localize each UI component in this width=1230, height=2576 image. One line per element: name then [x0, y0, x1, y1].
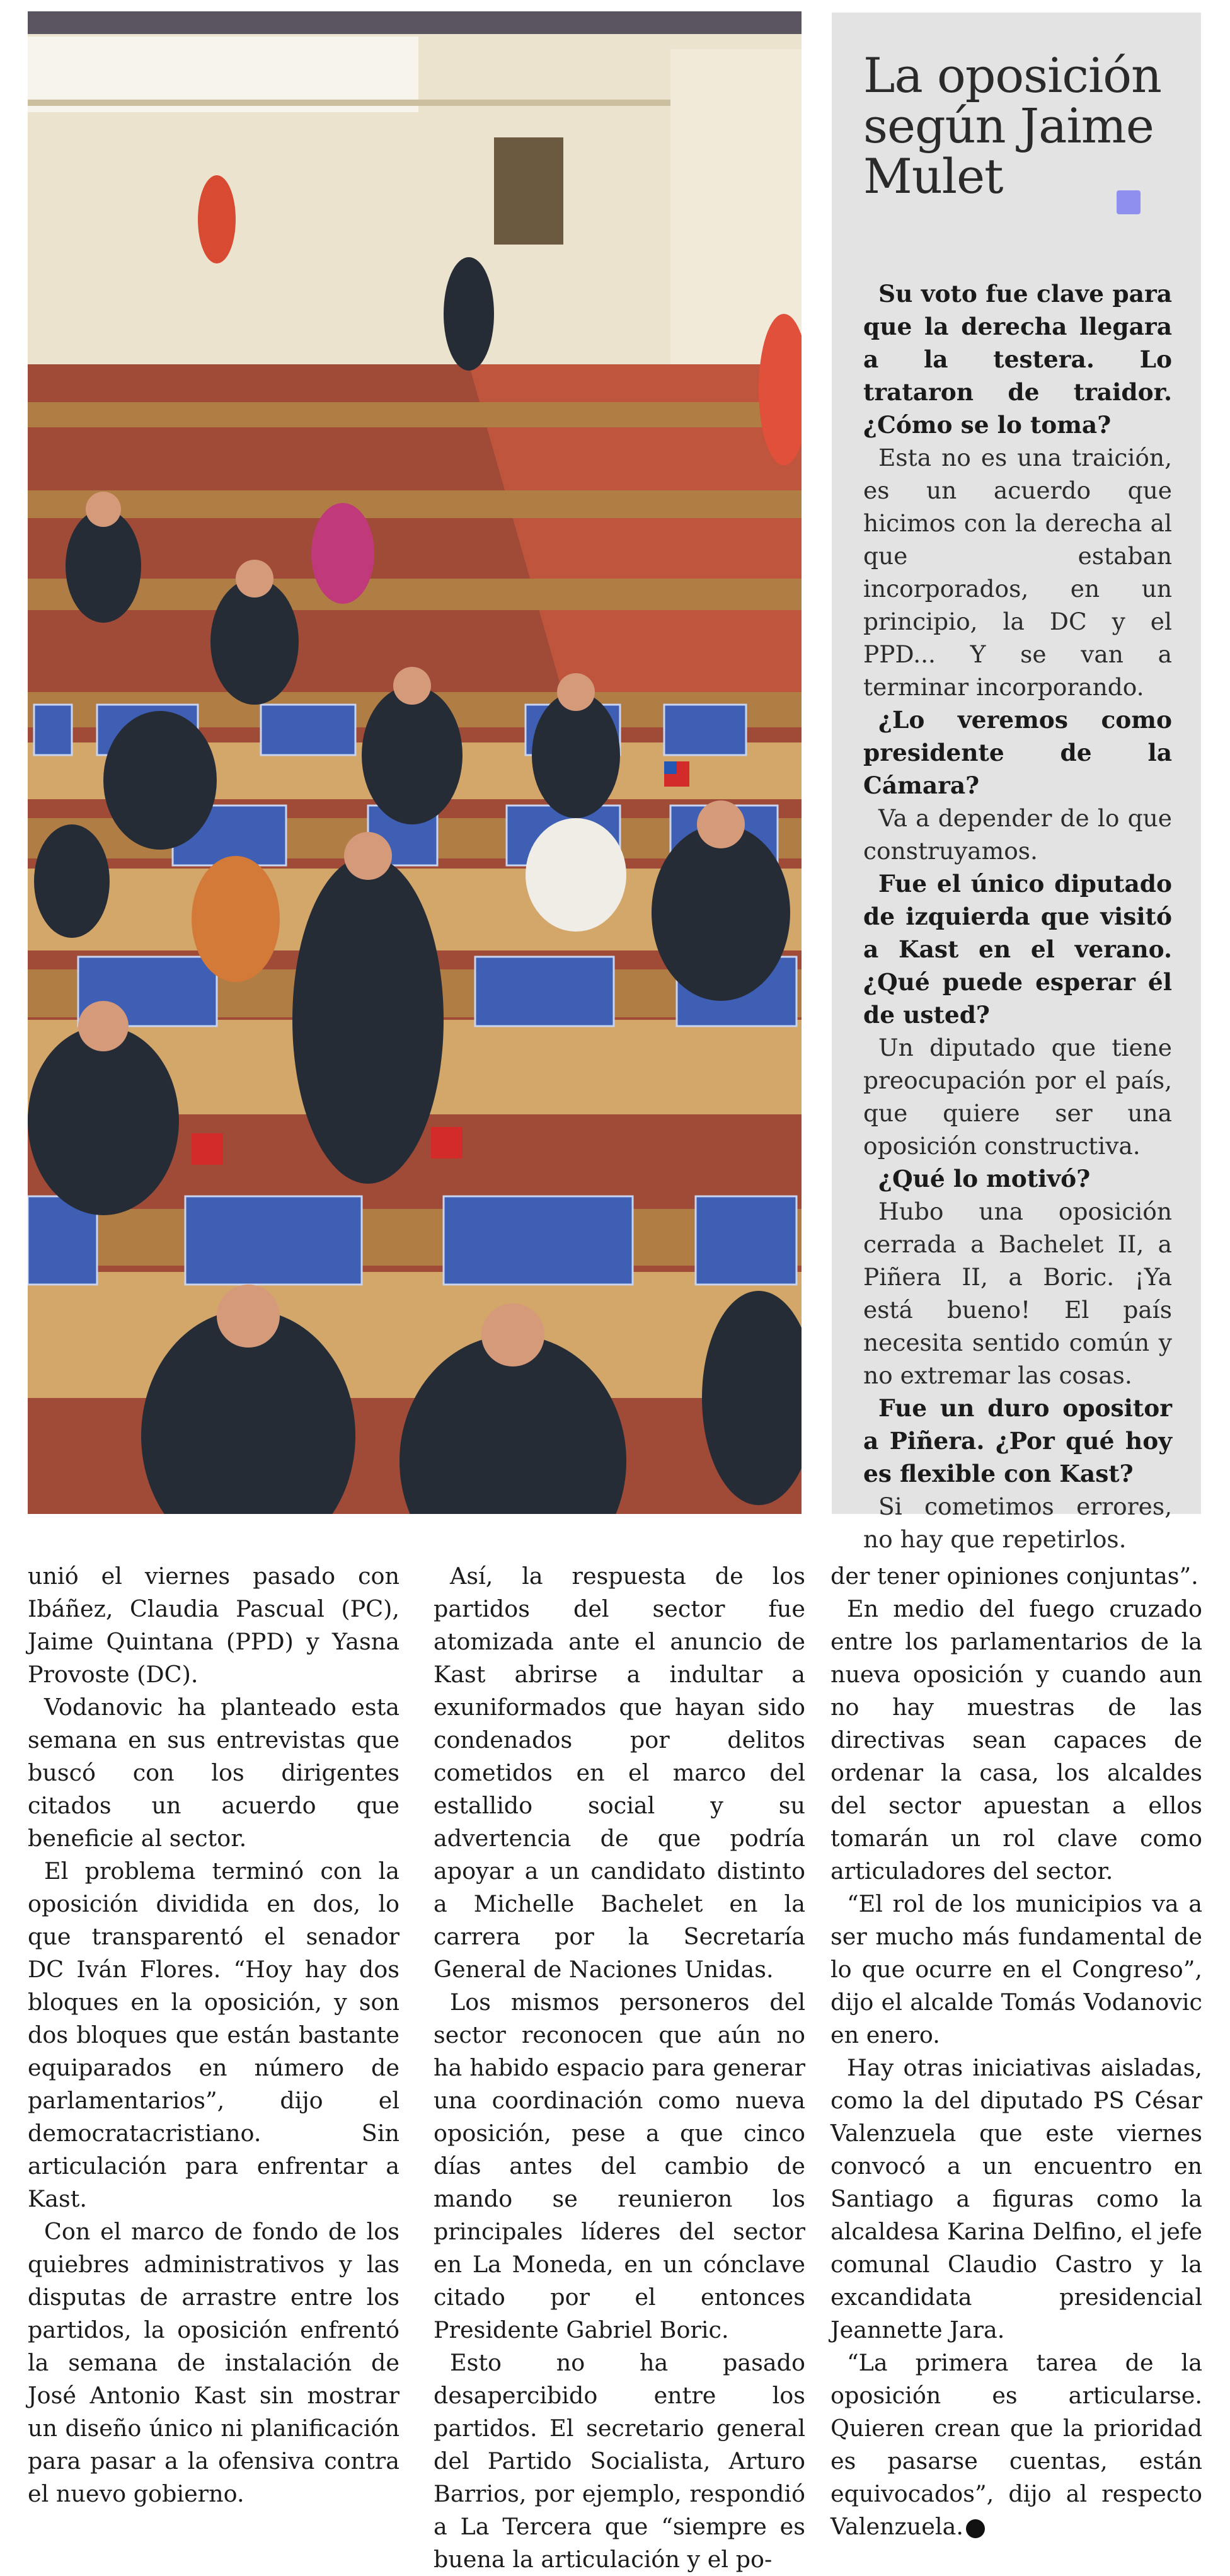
chamber-photo	[28, 11, 802, 1514]
paragraph: der tener opiniones conjuntas”.	[831, 1562, 1198, 1590]
paragraph: Los mismos personeros del sector reconocen que aún no ha habido espacio para generar una coordinación como nueva oposición, pese a que cinco días antes del cambio de mando se reunieron los principales líderes del sector en La Moneda, en un cónclave citado por el entonces Presidente Gabriel Boric.	[434, 1989, 805, 2343]
answer: Va a depender de lo que construyamos.	[863, 804, 1172, 865]
article-body	[0, 1560, 1230, 2573]
question: Fue un duro opositor a Piñera. ¿Por qué hoy es flexible con Kast?	[863, 1394, 1172, 1487]
paragraph: Esto no ha pasado desapercibido entre los partidos. El secretario general del Partido Socialista, Arturo Barrios, por ejemplo, respondió a La Tercera que “siempre es buena la articulación y el po-	[434, 2349, 805, 2573]
paragraph: Así, la respuesta de los partidos del sector fue atomizada ante el anuncio de Kast abrirse a indultar a exuniformados que hayan sido condenados por delitos cometidos en el marco del estallido social y su advertencia de que podría apoyar a un candidato distinto a Michelle Bachelet en la carrera por la Secretaría General de Naciones Unidas.	[434, 1562, 805, 1983]
end-of-article-icon	[966, 2519, 985, 2538]
paragraph-final	[831, 2347, 1202, 2543]
paragraph: Vodanovic ha planteado esta semana en sus entrevistas que buscó con los dirigentes citados un acuerdo que beneficie al sector.	[28, 1694, 399, 1852]
paragraph: Con el marco de fondo de los quiebres administrativos y las disputas de arrastre entre los partidos, la oposición enfrentó la semana de instalación de José Antonio Kast sin mostrar un diseño único ni planificación para pasar a la ofensiva contra el nuevo gobierno.	[28, 2218, 399, 2507]
paragraph: “El rol de los municipios va a ser mucho más fundamental de lo que ocurre en el Congreso”, dijo el alcalde Tomás Vodanovic en enero.	[831, 1890, 1202, 2048]
article-column-1	[28, 1560, 399, 2510]
article-column-3	[831, 1560, 1202, 2543]
final-paragraph-text: “La primera tarea de la oposición es articularse. Quieren crean que la prioridad es pasarse cuentas, están equivocados”, dijo al respecto Valenzuela.	[831, 2349, 1202, 2540]
paragraph: unió el viernes pasado con Ibáñez, Claudia Pascual (PC), Jaime Quintana (PPD) y Yasna Provoste (DC).	[28, 1562, 399, 1688]
sidebar-qa	[863, 277, 1172, 1556]
paragraph: Hay otras iniciativas aisladas, como la del diputado PS César Valenzuela que este viernes convocó a un encuentro en Santiago a figuras como la alcaldesa Karina Delfino, el jefe comunal Claudio Castro y la excandidata presidencial Jeannette Jara.	[831, 2054, 1202, 2343]
answer: Si cometimos errores, no hay que repetirlos.	[863, 1493, 1172, 1553]
comment-marker-icon	[1117, 190, 1141, 214]
question: Fue el único diputado de izquierda que visitó a Kast en el verano. ¿Qué puede esperar él de usted?	[863, 870, 1172, 1029]
answer: Hubo una oposición cerrada a Bachelet II, a Piñera II, a Boric. ¡Ya está bueno! El país necesita sentido común y no extremar las cosas.	[863, 1198, 1172, 1389]
answer: Esta no es una traición, es un acuerdo que hicimos con la derecha al que estaban incorporados, en un principio, la DC y el PPD... Y se van a terminar incorporando.	[863, 444, 1172, 701]
question: Su voto fue clave para que la derecha llegara a la testera. Lo trataron de traidor. ¿Cómo se lo toma?	[863, 280, 1172, 439]
interview-sidebar	[832, 13, 1201, 1553]
question: ¿Lo veremos como presidente de la Cámara?	[863, 706, 1172, 799]
paragraph: En medio del fuego cruzado entre los parlamentarios de la nueva oposición y cuando aun no hay muestras de las directivas sean capaces de ordenar la casa, los alcaldes del sector apuestan a ellos tomarán un rol clave como articuladores del sector.	[831, 1595, 1202, 1885]
question: ¿Qué lo motivó?	[878, 1165, 1091, 1193]
sidebar-title: La oposición según Jaime Mulet	[863, 47, 1161, 204]
parliament-chamber-illustration	[28, 11, 802, 1514]
answer: Un diputado que tiene preocupación por el país, que quiere ser una oposición constructiva.	[863, 1034, 1172, 1160]
paragraph: El problema terminó con la oposición dividida en dos, lo que transparentó el senador DC Iván Flores. “Hoy hay dos bloques en la oposición, y son dos bloques que están bastante equiparados en número de parlamentarios”, dijo el democratacristiano. Sin articulación para enfrentar a Kast.	[28, 1857, 399, 2212]
article-column-2	[434, 1560, 805, 2576]
